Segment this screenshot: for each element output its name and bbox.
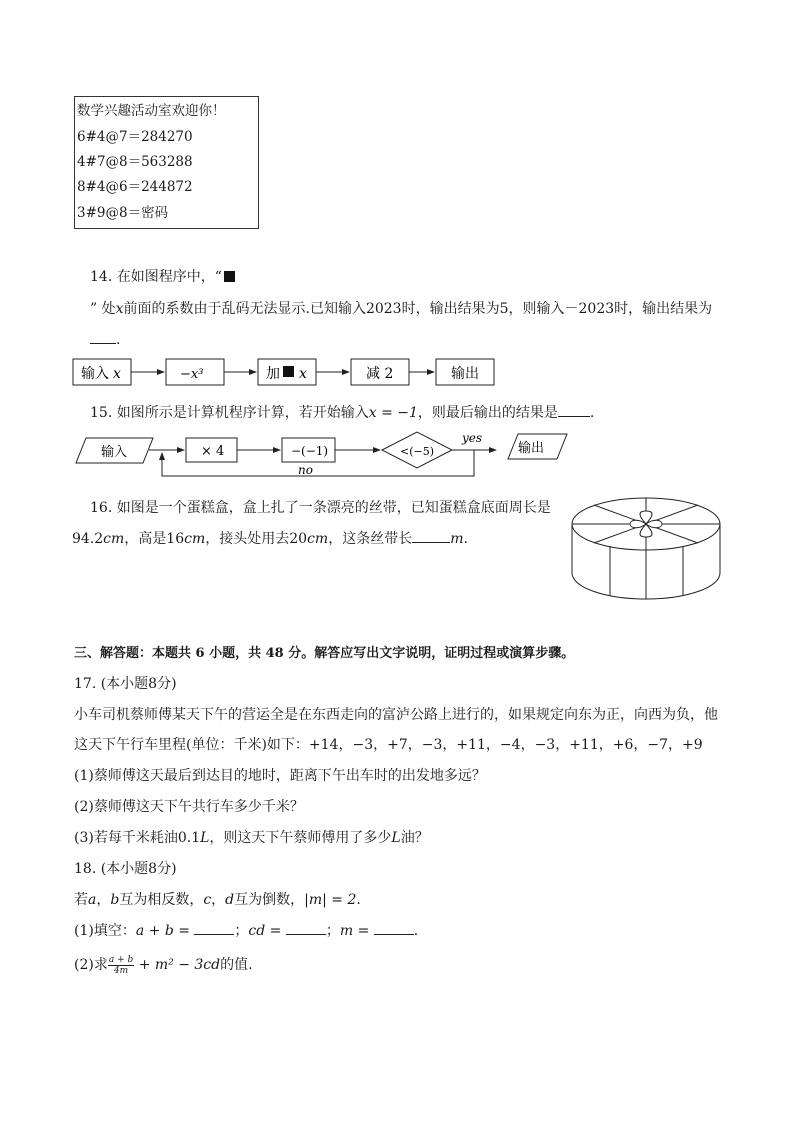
q15-text-b: ，则最后输出的结果是 (417, 405, 558, 421)
q14-input-label: 输入 (81, 366, 109, 382)
q18-expr-m: m = (339, 923, 370, 939)
q18-sep-1: ； (234, 923, 249, 939)
q18-text-d: ， (211, 892, 226, 908)
q15-end: . (589, 405, 595, 421)
q18-blank-m[interactable] (374, 920, 414, 935)
q16-line-2 (72, 528, 468, 548)
q16-unit-4: m (450, 531, 464, 547)
garbled-square-icon (224, 271, 235, 282)
q14-text-2a: ” 处 (90, 301, 116, 317)
puzzle-line-3: 4#7@8＝563288 (77, 154, 193, 170)
q14-add-var: x (299, 366, 307, 382)
q17-sub-3 (74, 827, 429, 847)
cake-box-figure (568, 493, 724, 603)
q18-blank-ab[interactable] (194, 920, 234, 935)
q17-sub-2: (2)蔡师傅这天下午共行车多少千米？ (74, 799, 304, 815)
q18-text-b: ， (96, 892, 111, 908)
q14-input-var: x (113, 366, 121, 382)
q14-line-3 (90, 329, 120, 348)
q18-sub-1 (74, 920, 418, 940)
q14-end: . (116, 332, 121, 348)
q18-blank-cd[interactable] (286, 920, 326, 935)
q17-unit-L: L (200, 830, 210, 846)
q18-frac-den: 4m (113, 965, 129, 976)
q14-text-1: 14. 在如图程序中，“ (90, 269, 222, 285)
q16-text-c: ，接头处用去20 (205, 531, 308, 547)
q16-text-b: ，高是16 (124, 531, 185, 547)
q14-add-label: 加 (266, 366, 280, 382)
q17-title: 17. (本小题8分) (74, 676, 177, 692)
q18-expr-rest: + m² − 3cd (138, 957, 221, 973)
q17-unit-L2: L (391, 830, 401, 846)
q18-fraction (108, 955, 134, 976)
section-3-heading: 三、解答题：本题共 6 小题，共 48 分。解答应写出文字说明，证明过程或演算步骤。 (74, 646, 575, 661)
q18-var-c: c (203, 892, 212, 908)
q14-sub-label: 减 2 (366, 366, 394, 382)
q14-var-x: x (115, 301, 124, 317)
q15-cond-label: <(−5) (400, 445, 435, 458)
q17-sub-3a: (3)若每千米耗油0.1 (74, 830, 201, 846)
q18-var-b: b (110, 892, 120, 908)
q14-answer-blank[interactable] (90, 329, 116, 344)
q15-flowchart (72, 428, 572, 484)
q18-sub-2 (74, 954, 253, 976)
puzzle-line-1: 数学兴趣活动室欢迎你！ (77, 103, 226, 119)
q14-text-2b: 前面的系数由于乱码无法显示.已知输入2023时，输出结果为5，则输入－2023时，输出结果为 (123, 301, 713, 317)
q14-flowchart (70, 355, 500, 389)
q18-expr-ab: a + b = (135, 923, 190, 939)
q18-text-a: 若 (74, 892, 88, 908)
q18-sep-2: ； (325, 923, 340, 939)
q14-garbled-icon (283, 366, 294, 377)
q18-expr-cd: cd = (248, 923, 282, 939)
q16-unit-1: cm (103, 531, 125, 547)
q15-input-label: 输入 (101, 445, 128, 460)
q18-text-c: 互为相反数， (119, 892, 204, 908)
q18-var-d: d (225, 892, 235, 908)
q15-math: x = −1 (368, 405, 418, 421)
q15-sub-label: −(−1) (291, 444, 329, 458)
puzzle-line-4: 8#4@6＝244872 (77, 179, 193, 195)
q18-var-a: a (88, 892, 97, 908)
puzzle-box (74, 96, 259, 229)
q17-sub-3b: ，则这天下午蔡师傅用了多少 (209, 830, 392, 846)
q15-mult-label: × 4 (201, 444, 225, 459)
q18-line-1 (74, 889, 361, 909)
q18-sub-2-end: 的值. (220, 957, 253, 973)
q16-text-d: ，这条丝带长 (328, 531, 413, 547)
q15-output-label: 输出 (518, 441, 545, 456)
puzzle-line-5: 3#9@8＝密码 (77, 205, 169, 221)
q18-frac-num: a + b (108, 954, 134, 965)
q18-text-e: 互为倒数， (234, 892, 305, 908)
puzzle-line-2: 6#4@7＝284270 (77, 129, 193, 145)
q17-line-1: 小车司机蔡师傅某天下午的营运全是在东西走向的富泸公路上进行的，如果规定向东为正，向西为负，他 (74, 707, 718, 723)
q16-text-a: 94.2 (72, 531, 104, 547)
q18-sub-1-prefix: (1)填空： (74, 923, 136, 939)
q16-unit-3: cm (307, 531, 329, 547)
q15-yes-label: yes (462, 431, 483, 445)
q18-title: 18. (本小题8分) (74, 861, 177, 877)
q15-text-a: 15. 如图所示是计算机程序计算，若开始输入 (90, 405, 369, 421)
q14-line-1 (90, 266, 235, 286)
q16-line-1: 16. 如图是一个蛋糕盒，盒上扎了一条漂亮的丝带，已知蛋糕盒底面周长是 (90, 500, 551, 516)
q14-line-2 (90, 298, 712, 318)
q14-output-label: 输出 (451, 366, 479, 382)
q17-sub-3c: 油？ (400, 830, 429, 846)
q16-answer-blank[interactable] (412, 528, 450, 543)
q14-cube-label: −x³ (180, 367, 204, 382)
q17-sub-1: (1)蔡师傅这天最后到达目的地时，距离下午出车时的出发地多远？ (74, 768, 486, 784)
q15-answer-blank[interactable] (558, 402, 590, 417)
q18-var-m: |m| = 2 (304, 892, 357, 908)
q15-no-label: no (298, 463, 313, 477)
q17-line-2: 这天下午行车里程(单位：千米)如下：+14，−3，+7，−3，+11，−4，−3，+11，+6，−7，+9 (74, 737, 703, 753)
q18-sub-2-prefix: (2)求 (74, 957, 108, 973)
q16-unit-2: cm (184, 531, 206, 547)
q16-end: . (463, 531, 468, 547)
q18-sub-1-end: . (413, 923, 419, 939)
q15-line (90, 402, 594, 422)
q18-text-f: . (356, 892, 361, 908)
